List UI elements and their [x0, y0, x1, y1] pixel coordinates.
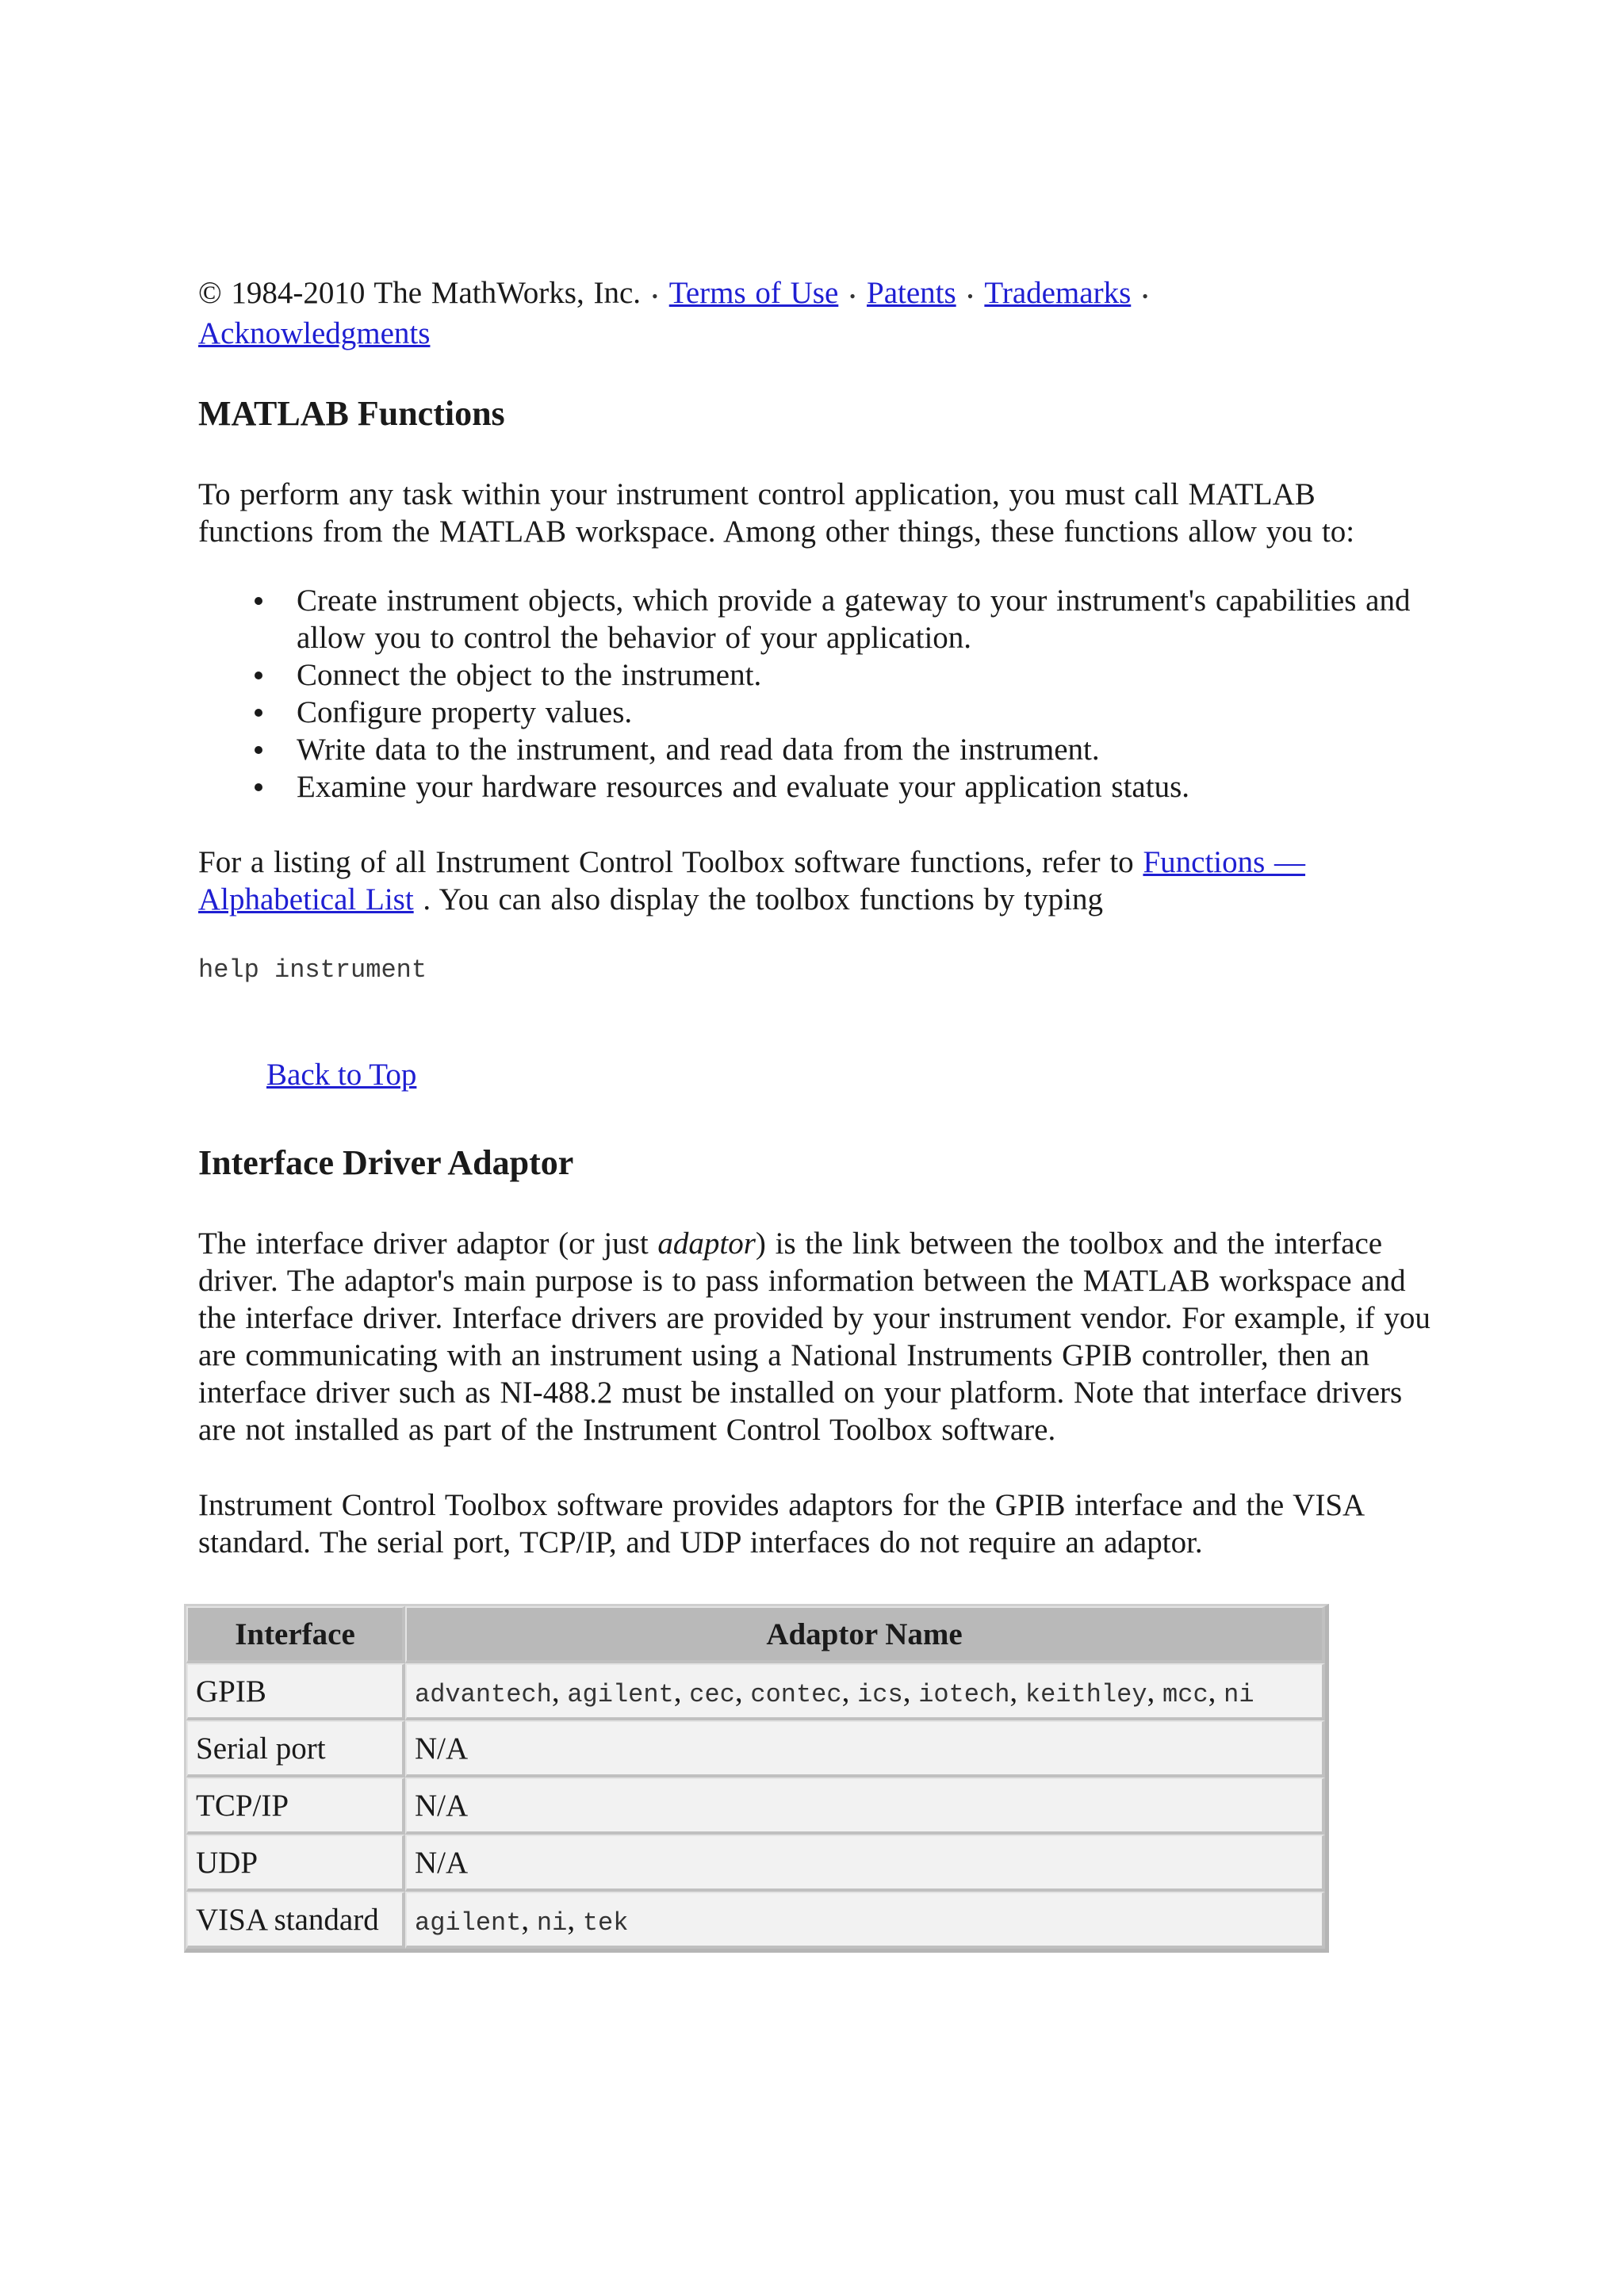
table-row: [186, 1835, 1325, 1892]
list-item: [297, 582, 1435, 656]
list-item-text: Create instrument objects, which provide a gateway to your instrument's capabilities and allow you to control the behavior of your application.: [297, 583, 1411, 655]
adaptor-name: iotech: [918, 1679, 1010, 1709]
bullet-icon: [255, 672, 262, 679]
separator-bullet: •: [967, 285, 974, 306]
listing-paragraph: [198, 844, 1435, 918]
adaptor-name: cec: [689, 1679, 735, 1709]
adaptor-support-paragraph: Instrument Control Toolbox software provides adaptors for the GPIB interface and the VISA standard. The serial port, TCP/IP, and UDP interfaces do not require an adaptor.: [198, 1487, 1364, 1559]
listing-text-pre: For a listing of all Instrument Control Toolbox software functions, refer to: [198, 844, 1143, 879]
table-header-row: [186, 1606, 1325, 1663]
list-item-text: Configure property values.: [297, 695, 633, 729]
interface-cell: GPIB: [186, 1663, 405, 1720]
list-item: [297, 731, 1435, 768]
list-item: [297, 656, 1435, 694]
adaptor-name: tek: [582, 1908, 629, 1938]
adaptor-cell: [405, 1663, 1325, 1720]
table-row: [186, 1663, 1325, 1720]
list-item-text: Connect the object to the instrument.: [297, 657, 762, 692]
acknowledgments-link[interactable]: Acknowledgments: [198, 316, 431, 350]
list-item: [297, 694, 1435, 731]
adaptor-name: contec: [750, 1679, 842, 1709]
adaptor-name: ni: [1224, 1679, 1254, 1709]
bullet-icon: [255, 746, 262, 754]
list-item: [297, 768, 1435, 806]
header-interface: Interface: [186, 1606, 405, 1663]
terms-of-use-link[interactable]: Terms of Use: [668, 276, 839, 310]
table-row: [186, 1892, 1325, 1949]
separator-bullet: •: [652, 285, 658, 306]
capabilities-list: [198, 582, 1435, 806]
adaptor-cell: N/A: [405, 1777, 1325, 1835]
adaptor-name: ni: [536, 1908, 568, 1938]
code-example: help instrument: [198, 955, 427, 985]
interface-cell: TCP/IP: [186, 1777, 405, 1835]
interface-cell: VISA standard: [186, 1892, 405, 1949]
trademarks-link[interactable]: Trademarks: [984, 276, 1132, 310]
separator-bullet: •: [849, 285, 856, 306]
adaptor-name: advantech: [415, 1679, 552, 1709]
adaptor-cell: N/A: [405, 1835, 1325, 1892]
bullet-icon: [255, 783, 262, 791]
section-title-interface-driver-adaptor: Interface Driver Adaptor: [198, 1142, 574, 1182]
adaptor-paragraph: [198, 1225, 1435, 1448]
adaptor-names: advantech, agilent, cec, contec, ics, iotech, keithley, mcc, ni: [415, 1674, 1254, 1709]
copyright-line: [198, 274, 1435, 352]
bullet-icon: [255, 709, 262, 717]
bullet-icon: [255, 597, 262, 605]
list-item-text: Write data to the instrument, and read data from the instrument.: [297, 732, 1100, 767]
listing-text-post: . You can also display the toolbox functions by typing: [413, 882, 1103, 916]
adaptor-table: [184, 1604, 1329, 1953]
adaptor-text-pre: The interface driver adaptor (or just: [198, 1226, 658, 1261]
back-to-top-link[interactable]: Back to Top: [266, 1057, 417, 1092]
adaptor-name: keithley: [1025, 1679, 1147, 1709]
functions-alphabetical-list-link[interactable]: Functions — Alphabetical List: [198, 844, 1306, 916]
intro-paragraph: To perform any task within your instrument control application, you must call MATLAB functions from the MATLAB workspace. Among other things, these functions allow you to:: [198, 476, 1355, 549]
adaptor-name: agilent: [415, 1908, 522, 1938]
table-row: [186, 1777, 1325, 1835]
adaptor-cell: [405, 1892, 1325, 1949]
section-title-matlab-functions: MATLAB Functions: [198, 393, 505, 433]
copyright-text: © 1984-2010 The MathWorks, Inc.: [198, 276, 642, 310]
adaptor-name: agilent: [567, 1679, 674, 1709]
adaptor-text-post: ) is the link between the toolbox and the interface driver. The adaptor's main purpose is to pass information between the MATLAB workspace and the interface driver. Interface drivers are provided by your instrument vendor. For example, if you are communicating with an instrument using a National Instruments GPIB controller, then an interface driver such as NI-488.2 must be installed on your platform. Note that interface drivers are not installed as part of the Instrument Control Toolbox software.: [198, 1226, 1431, 1447]
adaptor-name: mcc: [1162, 1679, 1208, 1709]
adaptor-cell: N/A: [405, 1720, 1325, 1777]
table-row: [186, 1720, 1325, 1777]
separator-bullet: •: [1142, 285, 1148, 306]
patents-link[interactable]: Patents: [867, 276, 956, 310]
document-page: [196, 274, 1435, 1938]
adaptor-emphasis: adaptor: [657, 1226, 756, 1261]
interface-cell: UDP: [186, 1835, 405, 1892]
header-adaptor-name: Adaptor Name: [405, 1606, 1325, 1663]
interface-cell: Serial port: [186, 1720, 405, 1777]
adaptor-name: ics: [857, 1679, 903, 1709]
back-to-top-container: [266, 1056, 1435, 1093]
list-item-text: Examine your hardware resources and evaluate your application status.: [297, 769, 1189, 804]
adaptor-names: agilent, ni, tek: [415, 1902, 629, 1938]
